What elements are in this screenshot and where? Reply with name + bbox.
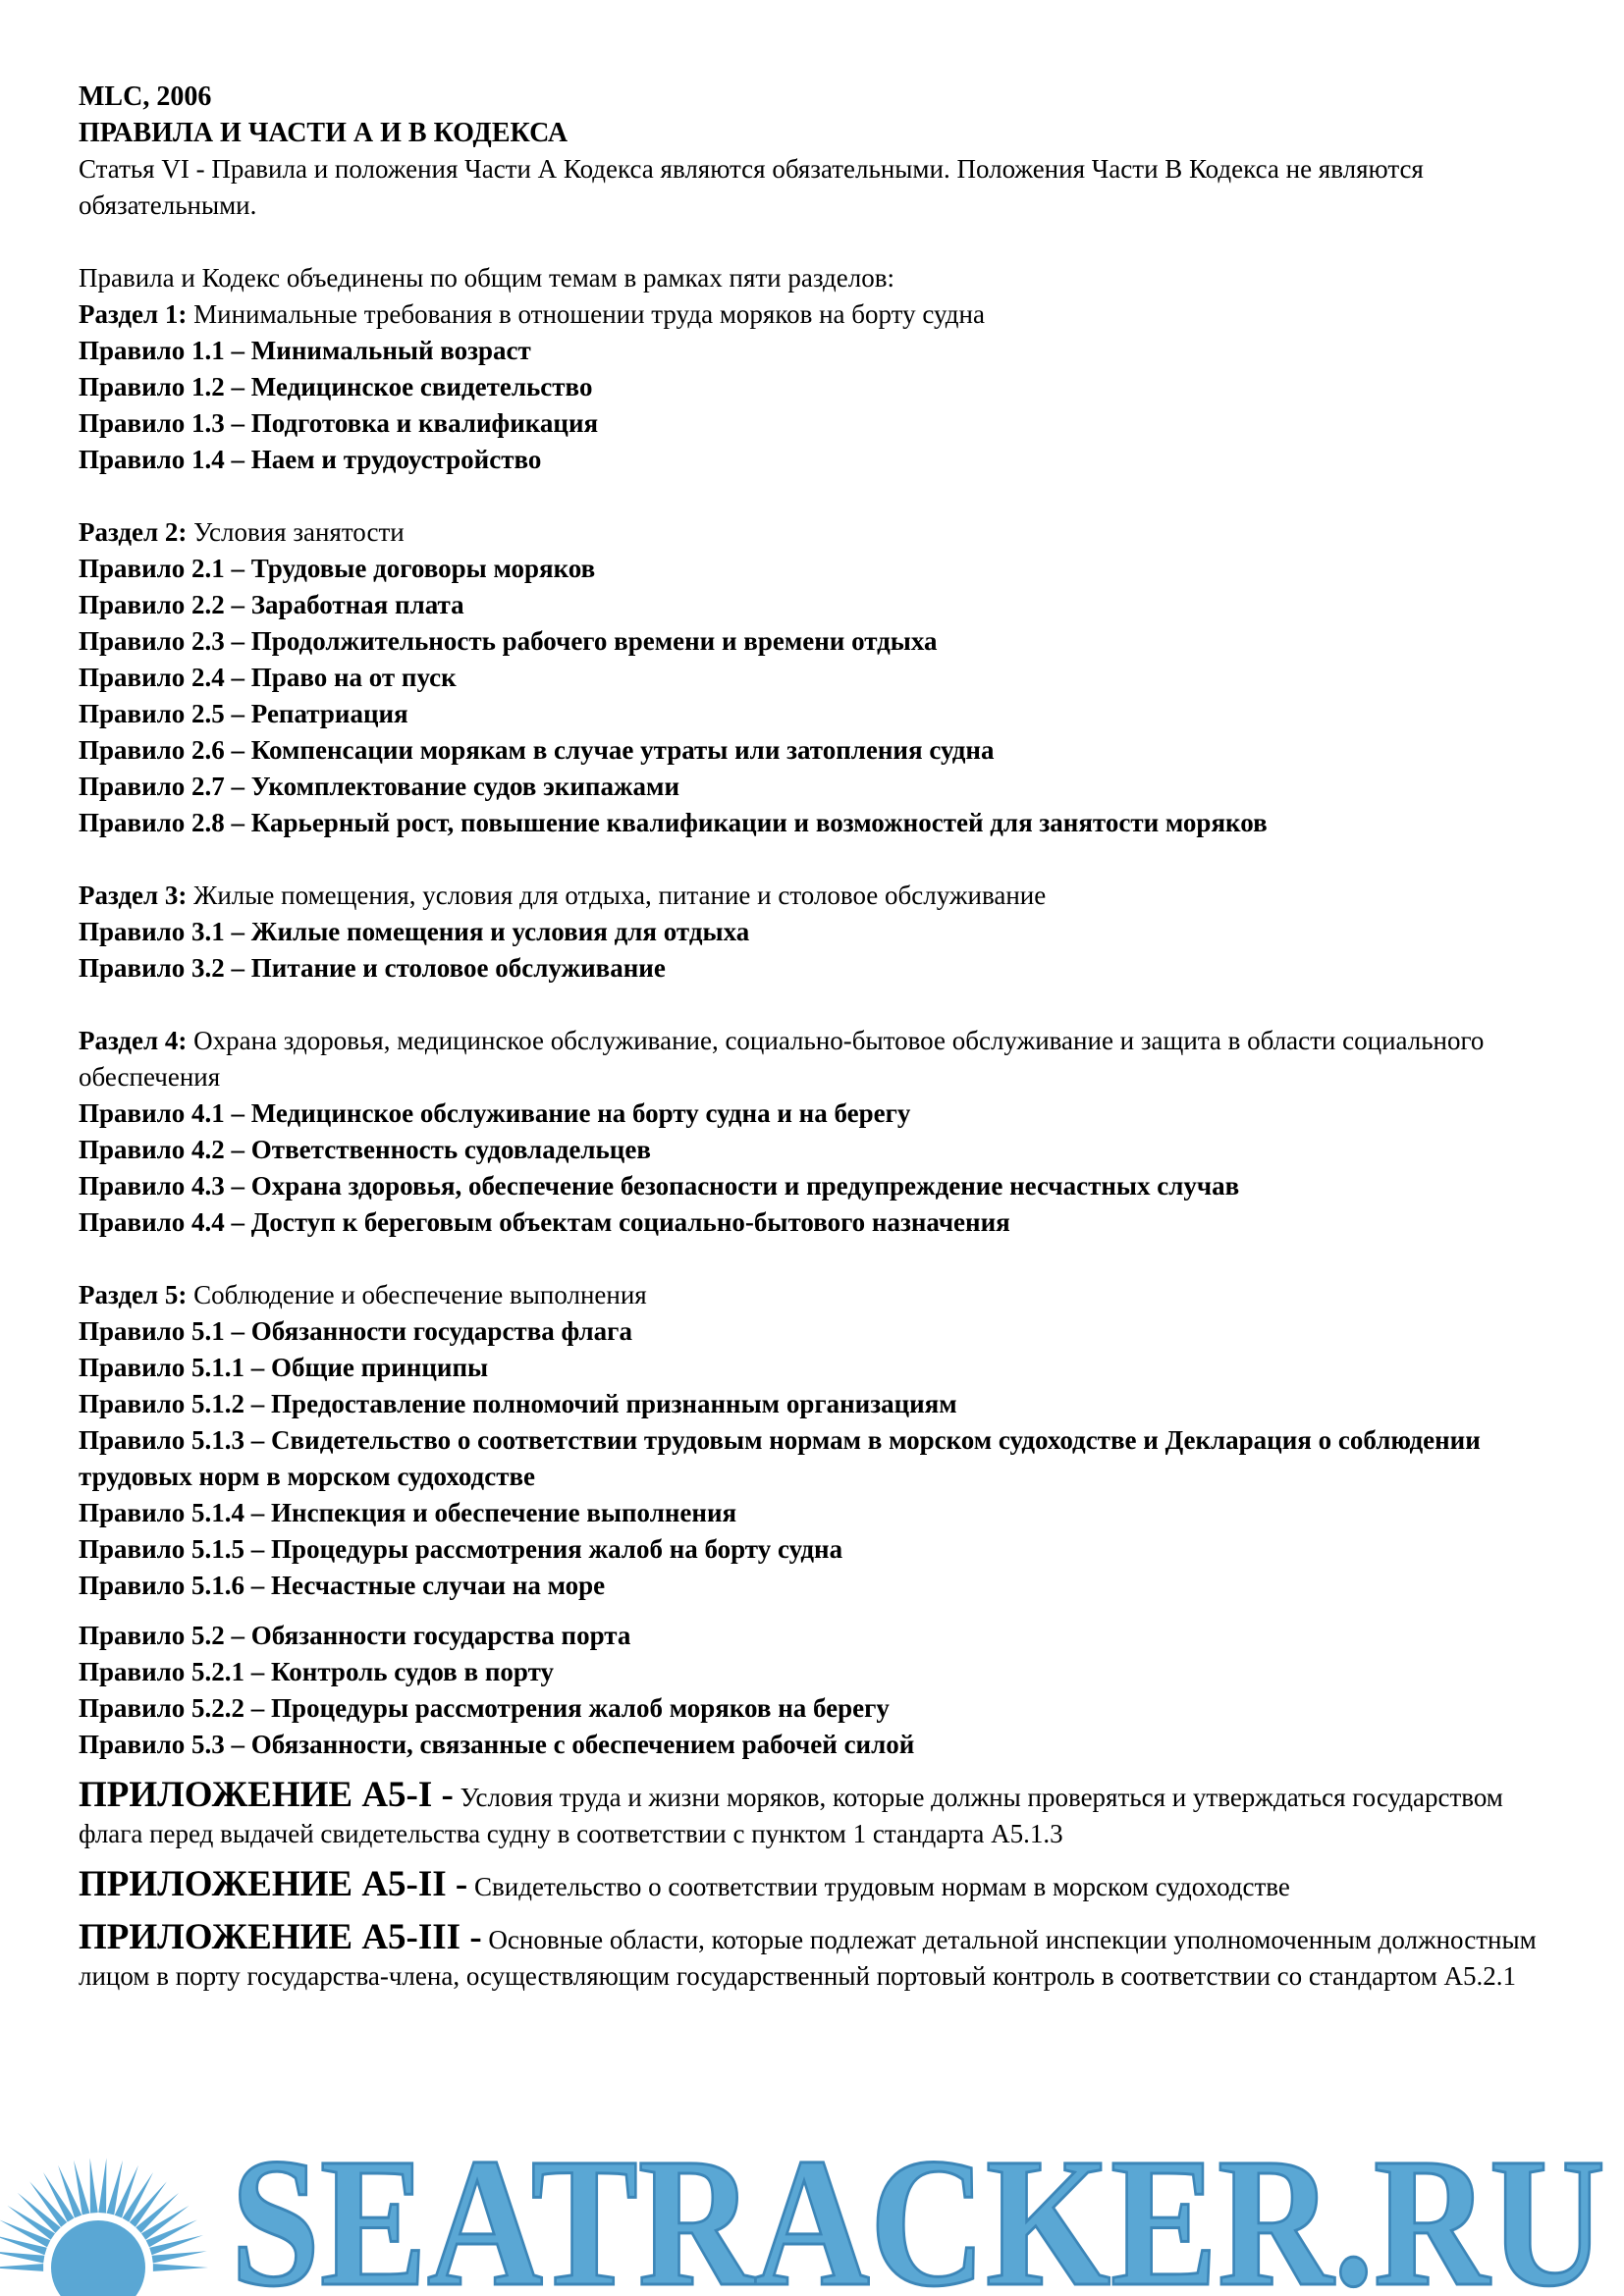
annex-a5-iii [79,1919,1571,1995]
annex-a5-i-text: Условия труда и жизни моряков, которые должны проверяться и утверждаться государством флага перед выдачей свидетельства судну в соответствии с пунктом 1 стандарта А5.1.3 [79,1783,1503,1848]
rule-item: Правило 5.1 – Обязанности государства флага [79,1316,632,1346]
rule-item: Правило 1.2 – Медицинское свидетельство [79,372,593,401]
sun-ray [152,2251,207,2263]
sun-ray [115,2165,138,2218]
rule-item: Правило 5.3 – Обязанности, связанные с обеспечением рабочей силой [79,1730,915,1759]
rule-item: Правило 3.1 – Жилые помещения и условия для отдыха [79,917,750,946]
rule-item: Правило 3.2 – Питание и столовое обслуживание [79,953,666,983]
rule-item: Правило 1.1 – Минимальный возраст [79,336,531,365]
rule-item: Правило 1.3 – Подготовка и квалификация [79,408,599,438]
sections-intro: Правила и Кодекс объединены по общим темам в рамках пяти разделов: [79,263,894,293]
section-1-label: Раздел 1: [79,299,188,329]
intro-paragraph: Статья VI - Правила и положения Части А Кодекса являются обязательными. Положения Части В Кодекса не являются обязательными. [79,154,1424,220]
rule-item: Правило 2.2 – Заработная плата [79,590,464,619]
document-body [79,79,1571,1995]
annex-a5-iii-title: ПРИЛОЖЕНИЕ А5-III - [79,1917,482,1957]
section-4 [79,1023,1571,1241]
section-2 [79,514,1571,841]
annex-a5-ii-title: ПРИЛОЖЕНИЕ А5-II - [79,1864,468,1904]
section-1-title: Минимальные требования в отношении труда моряков на борту судна [187,299,985,329]
rule-item: Правило 2.7 – Укомплектование судов экипажами [79,772,679,801]
annex-a5-ii-text: Свидетельство о соответствии трудовым нормам в морском судоходстве [467,1872,1290,1901]
doc-header-title: ПРАВИЛА И ЧАСТИ А И В КОДЕКСА [79,118,568,148]
rule-item: Правило 4.2 – Ответственность судовладельцев [79,1135,651,1164]
sun-ray [58,2165,81,2218]
rule-item: Правило 4.3 – Охрана здоровья, обеспечение безопасности и предупреждение несчастных случав [79,1171,1240,1201]
section-5-title: Соблюдение и обеспечение выполнения [187,1280,647,1309]
sun-ray [153,2264,208,2271]
section-3-label: Раздел 3: [79,881,188,910]
rule-item: Правило 1.4 – Наем и трудоустройство [79,445,542,474]
section-4-label: Раздел 4: [79,1026,188,1055]
sun-ray [0,2264,43,2271]
rule-item: Правило 5.2.1 – Контроль судов в порту [79,1657,554,1686]
seatracker-watermark-logo [0,2086,1624,2296]
rule-item: Правило 5.1.1 – Общие принципы [79,1353,489,1382]
rule-item: Правило 4.4 – Доступ к береговым объектам социально-бытового назначения [79,1207,1010,1237]
rule-item: Правило 5.1.3 – Свидетельство о соответствии трудовым нормам в морском судоходстве и Декларация о соблюдении трудовых норм в морском судоходстве [79,1425,1481,1491]
annex-a5-ii [79,1866,1571,1905]
section-2-label: Раздел 2: [79,517,188,547]
sun-ray [90,2158,98,2213]
section-2-title: Условия занятости [187,517,405,547]
rule-item: Правило 4.1 – Медицинское обслуживание на борту судна и на берегу [79,1098,911,1128]
doc-header-code: MLC, 2006 [79,81,212,112]
annex-a5-i [79,1777,1571,1852]
rule-item: Правило 5.1.2 – Предоставление полномочий признанным организациям [79,1389,957,1418]
rule-item: Правило 2.1 – Трудовые договоры моряков [79,554,596,583]
rule-item: Правило 2.8 – Карьерный рост, повышение квалификации и возможностей для занятости моряков [79,808,1268,837]
rule-item: Правило 2.6 – Компенсации морякам в случае утраты или затопления судна [79,735,995,765]
section-1 [79,296,1571,478]
annex-a5-iii-text: Основные области, которые подлежат детальной инспекции уполномоченным должностным лицом в порту государства-члена, осуществляющим государственный портовый контроль в соответствии со стандартом А5.2.1 [79,1925,1537,1991]
rule-item: Правило 2.3 – Продолжительность рабочего времени и времени отдыха [79,626,938,656]
section-5 [79,1277,1571,1763]
rule-item: Правило 5.1.4 – Инспекция и обеспечение выполнения [79,1498,737,1527]
rule-item: Правило 5.1.6 – Несчастные случаи на море [79,1571,606,1600]
rule-item: Правило 5.1.5 – Процедуры рассмотрения жалоб на борту судна [79,1534,843,1564]
sun-icon [0,2158,208,2296]
sun-ray [98,2158,106,2213]
rule-item: Правило 2.5 – Репатриация [79,699,408,728]
annex-a5-i-title: ПРИЛОЖЕНИЕ А5-I - [79,1775,454,1815]
sun-ray [0,2251,44,2263]
section-5-label: Раздел 5: [79,1280,188,1309]
watermark-text: SEATRACKER.RU [231,2119,1605,2296]
rule-item: Правило 5.2.2 – Процедуры рассмотрения жалоб моряков на берегу [79,1693,890,1723]
rule-item: Правило 5.2 – Обязанности государства порта [79,1621,631,1650]
section-4-title: Охрана здоровья, медицинское обслуживание, социально-бытовое обслуживание и защита в области социального обеспечения [79,1026,1485,1092]
section-3 [79,878,1571,987]
section-3-title: Жилые помещения, условия для отдыха, питание и столовое обслуживание [187,881,1047,910]
rule-item: Правило 2.4 – Право на от пуск [79,663,457,692]
